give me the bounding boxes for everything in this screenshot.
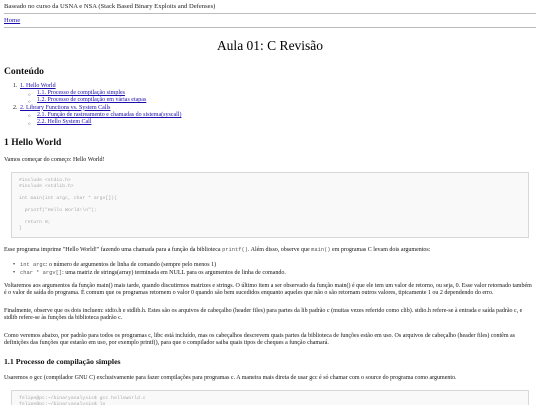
code-line: } bbox=[19, 226, 22, 231]
toc-item-library-functions bbox=[13, 105, 181, 112]
paragraph-return-value: Voltaremos aos argumentos da função main() mais tarde, quando discutirmos matrizes e strings. O último item a ser observado da função main() é que ele tem um valor de retorno, ou seja, 0. Esse valor retornado também é o valor de saída do programa. É comum que os programas retornem o valor 0 quando são bem sucedidos enquanto aqueles que não o são retornam outros valores, tipicamente 1 ou 2 dependendo do erro. bbox=[4, 283, 532, 297]
section-heading-hello-world: 1 Hello World bbox=[4, 137, 62, 148]
inline-code: char * argv[] bbox=[20, 270, 63, 276]
inline-code: main() bbox=[311, 247, 331, 253]
toc-subitem bbox=[13, 112, 181, 119]
divider bbox=[4, 13, 536, 14]
paragraph-libc: Como veremos abaixo, por padrão para todos os programas c, libc está incluído, mas os cabeçalhos descrevem quais partes da biblioteca de funções estão em uso. Os arquivos de cabeçalho (header files) contêm as definições das funções que estarão em uso, por exemplo printf(), para que o compilador saiba quais tipos de cheques a função chamará. bbox=[4, 333, 515, 347]
section-intro: Vamos começar do começo: Hello World! bbox=[4, 157, 105, 163]
inline-code: printf() bbox=[222, 247, 248, 253]
text-span: em programas C levam dois argumentos: bbox=[330, 247, 431, 253]
toc-link-multistep-compilation[interactable]: 1.2. Processo de compilação em várias etapas bbox=[37, 97, 147, 104]
toc-link-simple-compilation[interactable]: 1.1. Processo de compilação simples bbox=[37, 90, 125, 97]
text-span: Esse programa imprime "Hello World!" fazendo uma chamada para a função da biblioteca bbox=[4, 247, 223, 253]
toc-link-library-functions[interactable]: 2. Library Functions vs. System Calls bbox=[20, 104, 111, 111]
code-line: return 0; bbox=[19, 220, 51, 225]
paragraph-gcc: Usaremos o gcc (compilador GNU C) exclusivamente para fazer compilações para programas c. A maneira mais direta de usar gcc é só chamar com o source do programa como argumento. bbox=[4, 375, 457, 381]
code-block-gcc[interactable] bbox=[11, 390, 529, 405]
toc-link-syscall-tracing[interactable]: 2.1. Função de rastreamento e chamadas do sistema(syscall) bbox=[37, 111, 182, 118]
divider bbox=[4, 27, 536, 28]
code-line: felipe@pc:~/binaryanalysis$ ls bbox=[19, 402, 106, 405]
text-span: . Além disso, observe que bbox=[247, 247, 312, 253]
section-heading-simple-compilation: 1.1 Processo de compilação simples bbox=[4, 357, 121, 366]
code-line: int main(int argc, char * argv[]){ bbox=[19, 196, 117, 201]
paragraph-main-args bbox=[4, 247, 534, 254]
table-of-contents bbox=[13, 83, 181, 126]
code-block-hello-world[interactable] bbox=[11, 172, 529, 238]
toc-heading: Conteúdo bbox=[4, 66, 44, 77]
inline-code: int argc bbox=[20, 262, 46, 268]
site-subtitle: Baseado no curso da USNA e NSA (Stack Based Binary Exploits and Defenses) bbox=[4, 3, 216, 10]
paragraph-includes: Finalmente, observe que os dois incluem: stdio.h e stdlib.h. Estes são os arquivos de cabeçalho (header files) para partes da lib padrão c (muitas vezes referido como clib). stdio.h refere-se à entrada e saída padrão c, e stdlib refere-se às funções da biblioteca padrão c. bbox=[4, 308, 523, 322]
code-line: printf("Hello World!\n"); bbox=[19, 208, 97, 213]
toc-subitem bbox=[13, 97, 181, 104]
page-title: Aula 01: C Revisão bbox=[216, 38, 324, 53]
home-link[interactable]: Home bbox=[4, 17, 21, 24]
toc-link-hello-world[interactable]: 1. Hello World bbox=[20, 83, 56, 89]
list-item-argv bbox=[13, 270, 286, 277]
toc-subitem bbox=[13, 119, 181, 126]
code-line: #include <stdio.h> bbox=[19, 178, 71, 183]
text-span: : uma matriz de strings(array) terminada em NULL para os argumentos de linha de comando. bbox=[62, 270, 286, 276]
toc-subitem bbox=[13, 90, 181, 97]
text-span: : o número de argumentos de linha de comando (sempre pelo menos 1) bbox=[45, 262, 217, 268]
code-line: felipe@pc:~/binaryanalysis$ gcc helloworld.c bbox=[19, 396, 146, 401]
list-item-argc bbox=[13, 262, 216, 269]
toc-link-hello-system-call[interactable]: 2.2. Hello System Call bbox=[37, 119, 92, 126]
code-line: #include <stdlib.h> bbox=[19, 184, 74, 189]
toc-item-hello-world bbox=[13, 83, 181, 90]
